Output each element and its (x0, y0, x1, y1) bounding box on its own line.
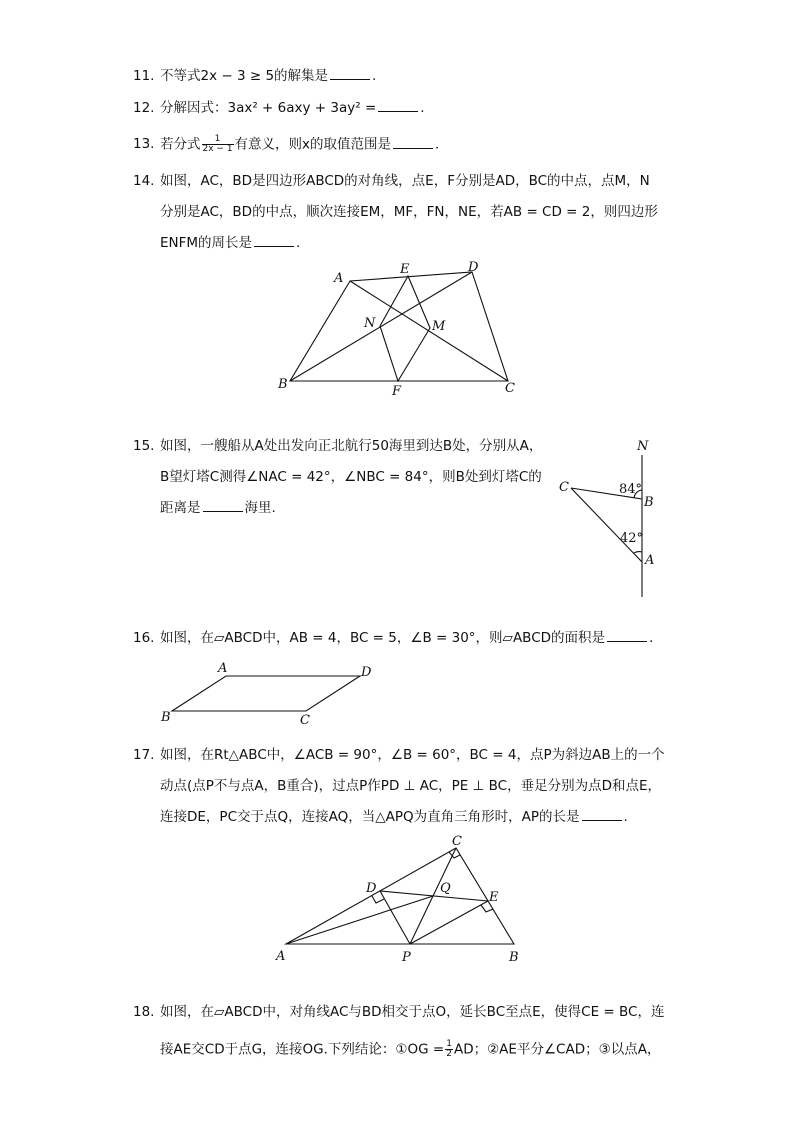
fig14-label-n: N (364, 316, 376, 331)
fig17-line-pe (410, 901, 488, 944)
q13-post: 有意义，则x的取值范围是 (234, 136, 392, 153)
q12-number: 12. (133, 100, 155, 116)
fig14-label-c: C (505, 381, 515, 396)
q15-line2: B望灯塔C测得∠NAC = 42°，∠NBC = 84°，则B处到灯塔C的 (160, 469, 542, 485)
fig15-label-c: C (559, 480, 569, 495)
fig17-label-d: D (366, 881, 377, 896)
fig17-label-a: A (276, 949, 286, 964)
fig17-label-b: B (509, 950, 519, 965)
fig15-label-a: A (645, 553, 655, 568)
q15-line3-end: 海里. (244, 500, 276, 516)
q13-frac-bottom: 2x − 1 (202, 144, 233, 154)
q18-line2-pre: 接AE交CD于点G，连接OG.下列结论：①OG = (160, 1041, 445, 1058)
fig17-right-angle-d (372, 896, 384, 903)
q15-number: 15. (133, 438, 155, 454)
q11-stem: 不等式2x − 3 ≥ 5的解集是 (160, 68, 329, 84)
fig16-label-b: B (161, 710, 171, 725)
q18-line1: 如图，在▱ABCD中，对角线AC与BD相交于点O，延长BC至点E，使得CE = BC，连 (160, 1004, 665, 1020)
q14-number: 14. (133, 173, 155, 189)
fig16-label-c: C (300, 713, 310, 728)
q11-end: . (372, 68, 377, 84)
q14-line3-text: ENFM的周长是 (160, 235, 253, 251)
q18-fraction (445, 1040, 453, 1059)
q15-line3-text: 距离是 (160, 500, 201, 516)
q17-line3-text: 连接DE，PC交于点Q，连接AQ，当△APQ为直角三角形时，AP的长是 (160, 809, 580, 825)
fig17-label-e: E (489, 890, 499, 905)
fig16-label-d: D (361, 665, 372, 680)
fig14-label-b: B (278, 377, 288, 392)
fig15-angle-a: 42° (620, 531, 644, 546)
q17-line2: 动点(点P不与点A，B重合)，过点P作PD ⊥ AC，PE ⊥ BC，垂足分别为点D和点E， (160, 778, 662, 794)
q16-stem: 如图，在▱ABCD中，AB = 4，BC = 5，∠B = 30°，则▱ABCD的面积是 (160, 630, 606, 646)
fig16-label-a: A (218, 661, 228, 676)
fig14-label-f: F (392, 384, 402, 399)
q13-number: 13. (133, 136, 155, 152)
q18-line2 (160, 1040, 660, 1059)
fig17-line-pd (380, 891, 410, 944)
q14-line1: 如图，AC，BD是四边形ABCD的对角线，点E，F分别是AD，BC的中点，点M，N (160, 173, 650, 189)
fig17-triangle (286, 848, 514, 944)
fig15-angle-b: 84° (619, 482, 643, 497)
q14-line2: 分别是AC，BD的中点，顺次连接EM，MF，FN，NE，若AB = CD = 2，则四边形 (160, 204, 658, 220)
fig14-label-d: D (468, 260, 479, 275)
q16-number: 16. (133, 630, 155, 646)
q14-end: . (296, 235, 301, 251)
q15-line1: 如图，一艘船从A处出发向正北航行50海里到达B处，分别从A， (160, 438, 543, 454)
q16-end: . (649, 630, 654, 646)
q18-frac-top: 1 (446, 1039, 452, 1049)
fig14-label-m: M (432, 319, 446, 334)
q18-frac-bottom: 2 (446, 1049, 452, 1059)
q17-line1: 如图，在Rt△ABC中，∠ACB = 90°，∠B = 60°，BC = 4，点P为斜边AB上的一个 (160, 747, 665, 763)
fig15-label-n: N (637, 439, 649, 454)
q11-number: 11. (133, 68, 155, 84)
q18-number: 18. (133, 1004, 155, 1020)
q18-line2-post: AD；②AE平分∠CAD；③以点A， (453, 1041, 661, 1058)
q17-number: 17. (133, 747, 155, 763)
q17-end: . (623, 809, 628, 825)
fig17-line-de (380, 891, 488, 901)
q12-stem: 分解因式：3ax² + 6axy + 3ay² = (160, 100, 377, 116)
fig17-label-p: P (402, 950, 411, 965)
fig17-label-c: C (452, 834, 462, 849)
fig17-label-q: Q (440, 881, 451, 896)
fig17-line-aq (286, 896, 433, 944)
q13-end: . (435, 136, 440, 153)
fig14-label-a: A (334, 271, 344, 286)
q13-pre: 若分式 (160, 136, 201, 153)
fig15-label-b: B (644, 495, 654, 510)
q12-end: . (420, 100, 425, 116)
fig14-label-e: E (400, 262, 410, 277)
q13-frac-top: 1 (202, 135, 234, 145)
